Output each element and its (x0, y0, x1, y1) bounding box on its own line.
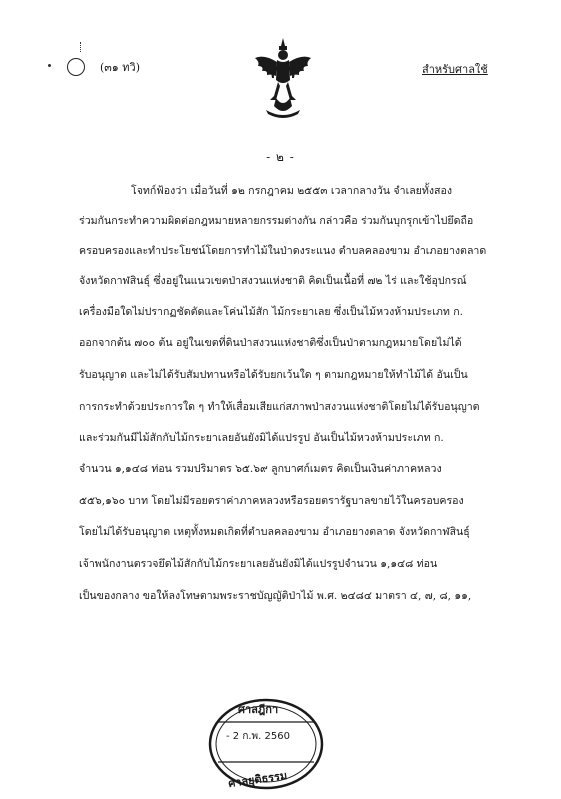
body-line: เจ้าพนักงานตรวจยึดไม้สักกับไม้กระยาเลยอันยังมิได้แปรรูปจำนวน ๑,๑๔๘ ท่อน (79, 558, 438, 570)
mark-dot (48, 64, 51, 67)
body-line: รับอนุญาต และไม่ได้รับสัมปทานหรือได้รับยกเว้นใด ๆ ตามกฎหมายให้ทำไม้ได้ อันเป็น (79, 369, 468, 381)
body-line: จังหวัดกาฬสินธุ์ ซึ่งอยู่ในแนวเขตป่าสงวนแห่งชาติ คิดเป็นเนื้อที่ ๗๒ ไร่ และใช้อุปกรณ์ (79, 275, 467, 287)
mark-tick (80, 42, 83, 52)
body-line: การกระทำด้วยประการใด ๆ ทำให้เสื่อมเสียแก่สภาพป่าสงวนแห่งชาติโดยไม่ได้รับอนุญาต (79, 401, 480, 413)
form-code: (๓๑ ทวิ) (100, 61, 141, 74)
body-line: ออกจากต้น ๗๐๐ ต้น อยู่ในเขตที่ดินป่าสงวนแห่งชาติซึ่งเป็นป่าตามกฎหมายโดยไม่ได้ (79, 337, 462, 349)
stamp-top-text: ศาลฎีกา (238, 703, 279, 716)
body-line: จำนวน ๑,๑๔๘ ท่อน รวมปริมาตร ๖๕.๖๙ ลูกบาศก์เมตร คิดเป็นเงินค่าภาคหลวง (79, 463, 442, 475)
body-line: เครื่องมือใดไม่ปรากฏชัดตัดและโค่นไม้สัก ไม้กระยาเลย ซึ่งเป็นไม้หวงห้ามประเภท ก. (79, 306, 464, 318)
stamp-bottom-text: ศาลยุติธรรม (227, 768, 288, 791)
body-line: ร่วมกันกระทำความผิดต่อกฎหมายหลายกรรมต่างกัน กล่าวคือ ร่วมกันบุกรุกเข้าไปยึดถือ (79, 215, 474, 227)
body-line: โดยไม่ได้รับอนุญาต เหตุทั้งหมดเกิดที่ตำบลคลองขาม อำเภอยางตลาด จังหวัดกาฬสินธุ์ (79, 526, 470, 538)
body-line: และร่วมกันมีไม้สักกับไม้กระยาเลยอันยังมิได้แปรรูป อันเป็นไม้หวงห้ามประเภท ก. (79, 432, 444, 444)
page-number: - ๒ - (266, 150, 295, 164)
body-line: ๕๕๖,๑๖๐ บาท โดยไม่มีรอยตราค่าภาคหลวงหรือรอยตรารัฐบาลขายไว้ในครอบครอง (79, 495, 464, 507)
garuda-emblem-icon (252, 36, 314, 120)
body-line: ครอบครองและทำประโยชน์โดยการทำไม้ในป่าดงระแนง ตำบลคลองขาม อำเภอยางตลาด (79, 245, 487, 257)
stamp-date: - 2 ก.พ. 2560 (226, 731, 290, 742)
body-line: เป็นของกลาง ขอให้ลงโทษตามพระราชบัญญัติป่าไม้ พ.ศ. ๒๔๘๔ มาตรา ๔, ๗, ๘, ๑๑, (79, 590, 472, 602)
circle-mark (67, 58, 85, 76)
court-use-label: สำหรับศาลใช้ (422, 63, 488, 76)
body-line: โจทก์ฟ้องว่า เมื่อวันที่ ๑๒ กรกฎาคม ๒๕๕๓ เวลากลางวัน จำเลยทั้งสอง (131, 185, 453, 197)
